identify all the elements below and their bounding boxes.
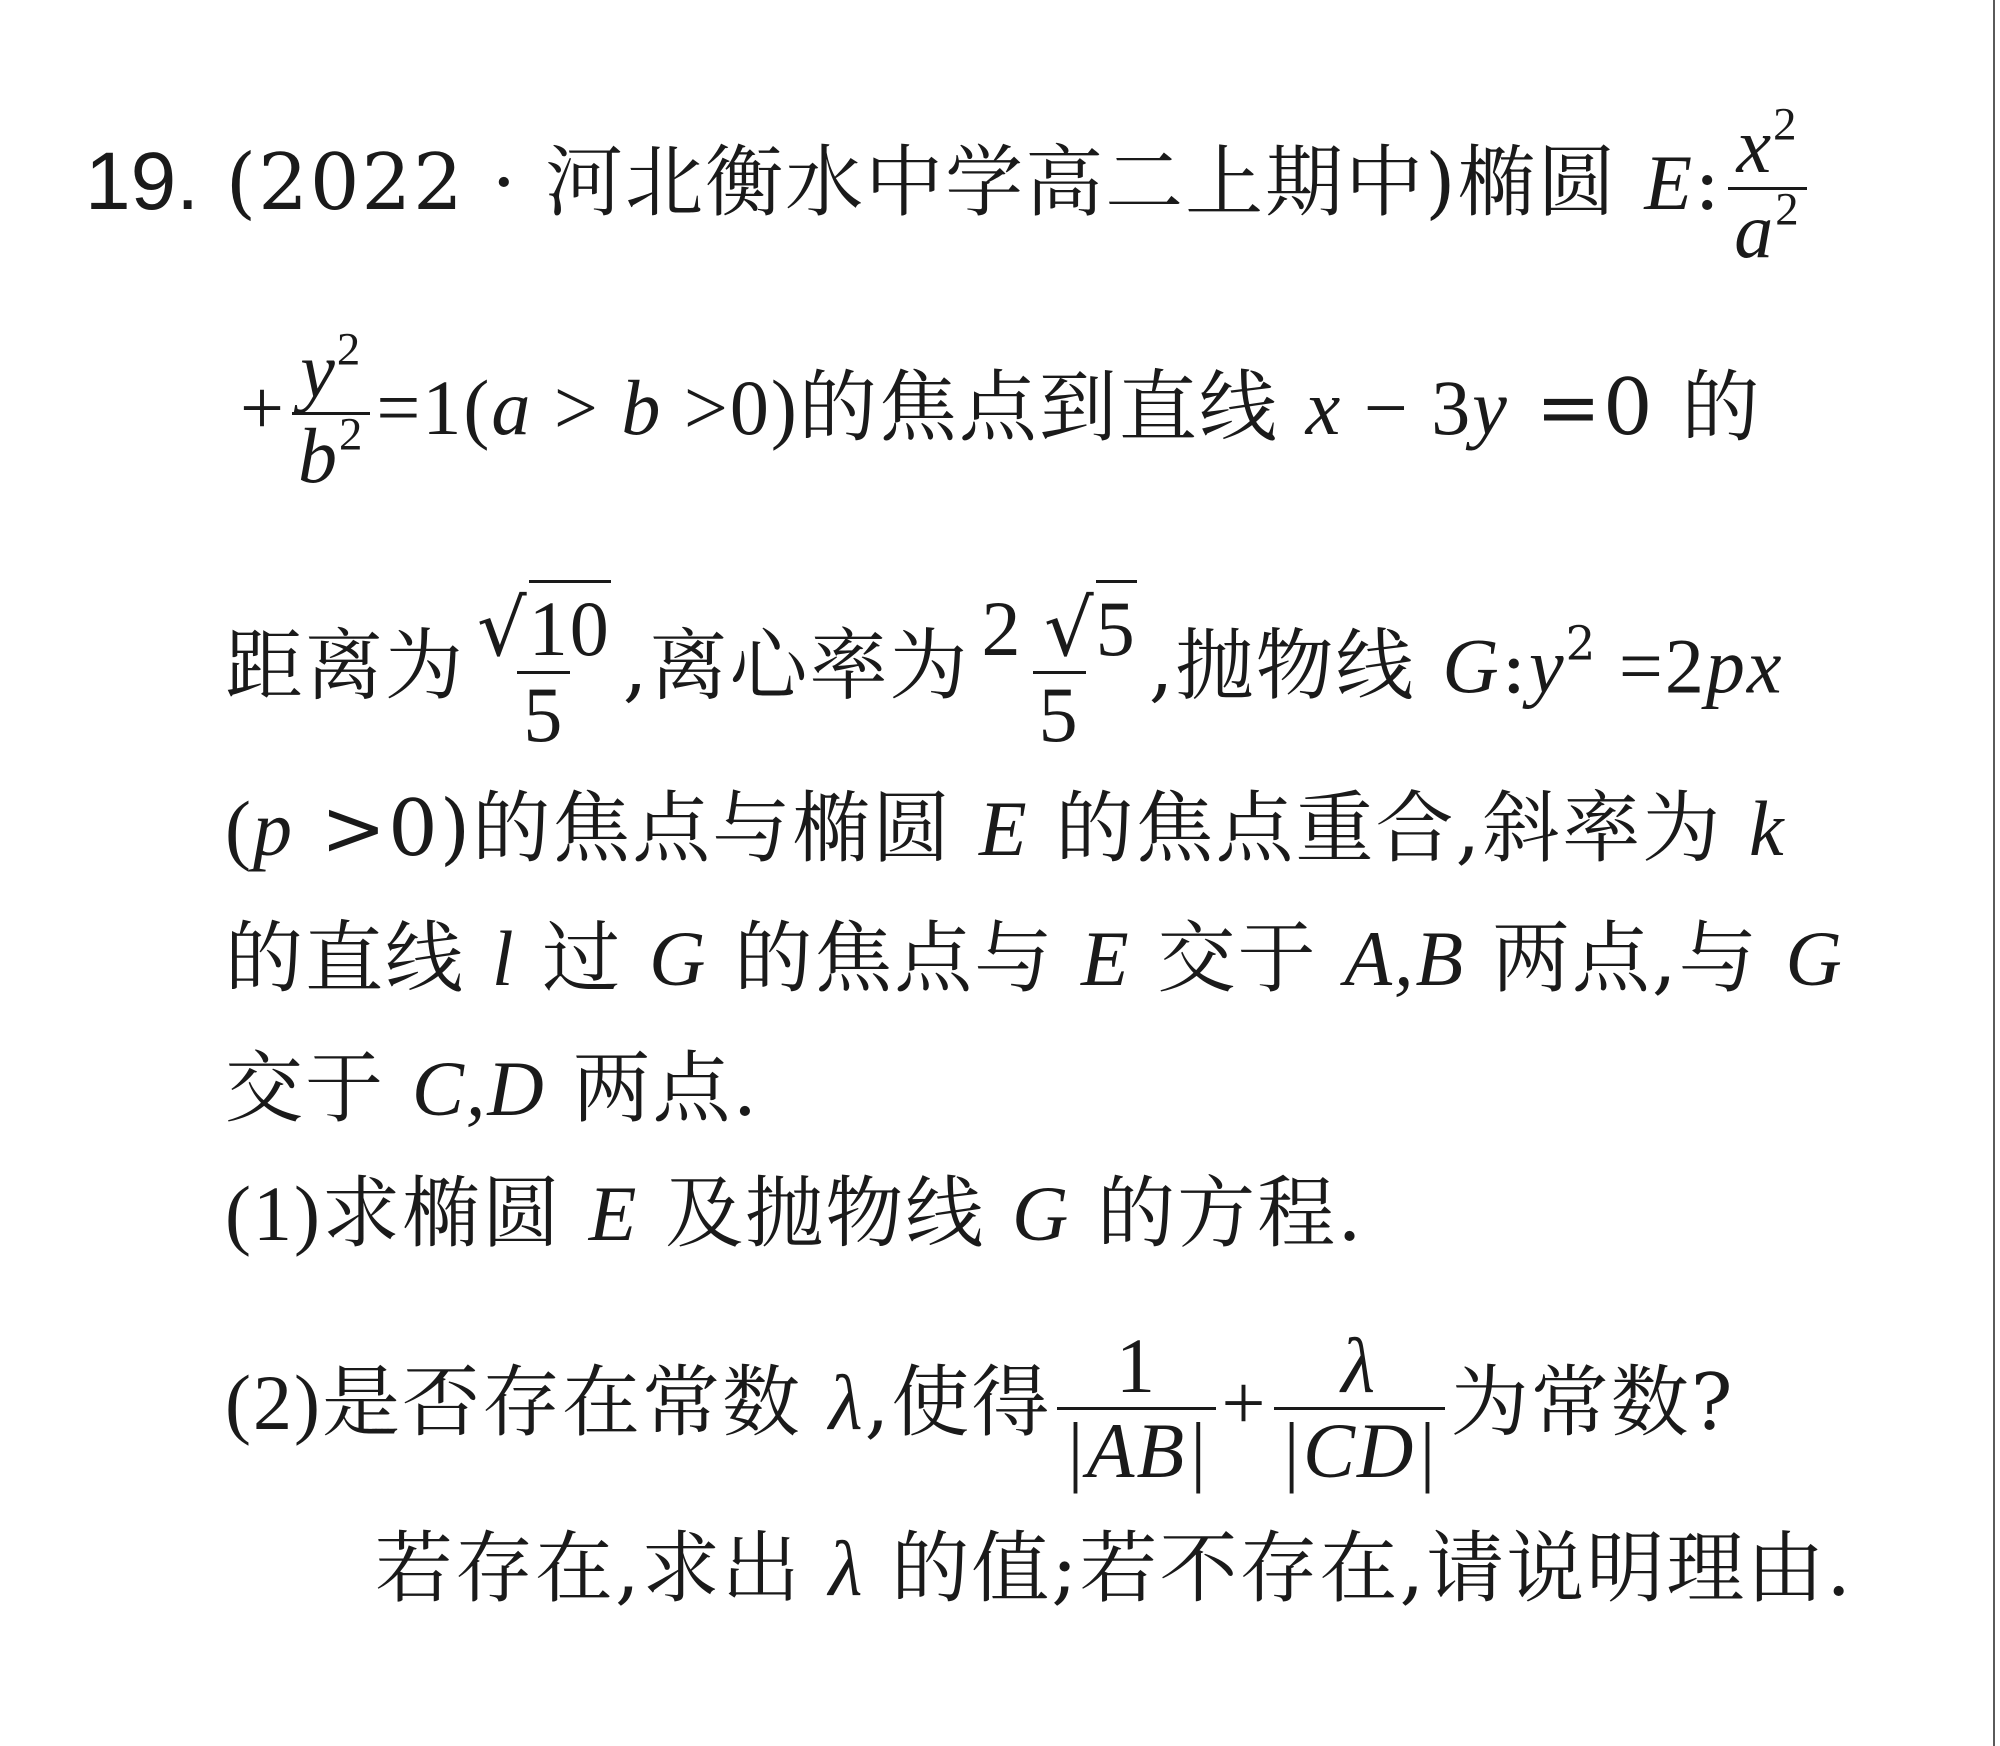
parabola-exp: 2 [1565,617,1598,672]
part-2-continuation: 若存在,求出 λ 的值;若不存在,请说明理由. [375,1524,1854,1614]
slope-k: k [1749,785,1786,872]
page-edge-rule [1993,0,1995,1746]
condition-gt: > [532,363,622,451]
part-2-label: (2) [225,1358,322,1446]
ellipse-name: E [1644,138,1695,226]
equals-one: =1( [376,363,492,451]
question-number: 19. [85,135,199,227]
eccentricity-fraction: $\frac{2 √5}{5}$ [976,588,1143,756]
parabola-px: px [1705,622,1784,710]
eccentricity-label: ,离心率为 [622,621,970,712]
problem-line-4: (p >0)的焦点与椭圆 E 的焦点重合,斜率为 k [225,784,1786,874]
part-1-label: (1) [225,1170,322,1257]
condition-a: a [491,363,533,451]
param-p: p [252,785,294,872]
part-1: (1)求椭圆 E 及抛物线 G 的方程. [225,1169,1364,1259]
problem-line-6: 交于 C,D 两点. [225,1044,760,1134]
intro-word: 椭圆 [1457,137,1618,228]
parabola-name: G [1442,622,1501,710]
line2-text: 的焦点到直线 [798,362,1279,453]
problem-line-1 [85,98,1813,274]
line-eq-y: y [1472,363,1509,451]
line-eq-mid: − 3 [1342,363,1473,451]
problem-source: (2022 · 河北衡水中学高二上期中) [225,137,1458,228]
parabola-y: y [1528,622,1566,710]
condition-gt0: >0) [662,363,799,451]
parabola-colon: : [1500,621,1529,712]
condition-b: b [621,363,663,451]
line-eq-x: x [1305,363,1343,451]
fraction-y2-over-b2: $\frac{y^2}{b^2}$ [292,330,370,497]
distance-label: 距离为 [225,621,466,712]
part-2: (2)是否存在常数 λ,使得 $\frac{1}{|AB|}$ + $\frac{\lambda}{|CD|}$ 为常数? [225,1322,1735,1494]
problem-line-2 [240,323,1762,499]
fraction-x2-over-a2: $\frac{x^2}{a^2}$ [1728,105,1806,272]
problem-line-3 [225,584,1784,758]
line-eq-end: =0 的 [1508,362,1762,453]
distance-fraction: $\frac{√10}{5}$ [471,588,617,756]
plus-sign: + [240,363,286,451]
fraction-lambda-over-cd: $\frac{\lambda}{|CD|}$ [1274,1325,1445,1492]
colon: : [1694,137,1723,228]
parabola-label: ,抛物线 [1148,621,1416,712]
fraction-1-over-ab: $\frac{1}{|AB|}$ [1057,1325,1215,1492]
parabola-eq: =2 [1597,622,1706,710]
problem-line-5: 的直线 l 过 G 的焦点与 E 交于 A,B 两点,与 G [225,914,1844,1004]
